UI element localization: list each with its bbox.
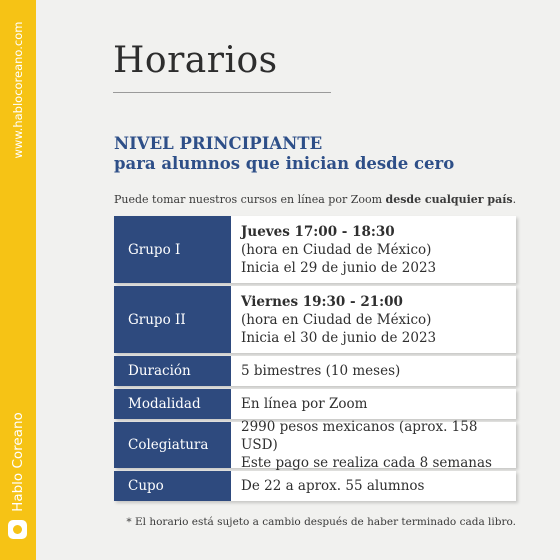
level-audience: para alumnos que inician desde cero (114, 154, 455, 173)
schedule-table (114, 216, 516, 504)
row-label: Modalidad (114, 389, 231, 419)
table-row (114, 216, 516, 283)
row-value (231, 419, 516, 471)
timezone-note: (hora en Ciudad de México) (241, 241, 432, 258)
row-value (231, 471, 516, 501)
intro-emphasis: desde cualquier país (385, 193, 513, 206)
payment-note: Este pago se realiza cada 8 semanas (241, 455, 492, 471)
row-value (231, 389, 516, 419)
table-row (114, 389, 516, 419)
brand-name: Hablo Coreano (10, 412, 26, 512)
intro-lead: Puede tomar nuestros cursos en línea por Zoom (114, 193, 386, 206)
timezone-note: (hora en Ciudad de México) (241, 311, 432, 328)
page-title: Horarios (113, 40, 278, 81)
capacity-value: De 22 a aprox. 55 alumnos (241, 478, 425, 494)
modality-value: En línea por Zoom (241, 396, 368, 412)
brand-logo-icon (8, 520, 27, 539)
row-label: Colegiatura (114, 422, 231, 468)
start-date: Inicia el 30 de junio de 2023 (241, 329, 437, 346)
table-row (114, 471, 516, 501)
row-label: Grupo II (114, 286, 231, 353)
row-label: Cupo (114, 471, 231, 501)
title-divider (113, 92, 331, 93)
row-value (231, 216, 516, 283)
level-name: NIVEL PRINCIPIANTE (114, 134, 323, 153)
row-label: Grupo I (114, 216, 231, 283)
footnote: * El horario está sujeto a cambio después de haber terminado cada libro. (126, 516, 516, 528)
tuition-value: 2990 pesos mexicanos (aprox. 158 USD) (241, 419, 478, 453)
row-value (231, 286, 516, 353)
schedule-time: Jueves 17:00 - 18:30 (241, 223, 395, 240)
start-date: Inicia el 29 de junio de 2023 (241, 259, 437, 276)
row-label: Duración (114, 356, 231, 386)
intro-text (114, 193, 516, 206)
intro-end: . (512, 193, 517, 206)
row-value (231, 356, 516, 386)
table-row (114, 286, 516, 353)
duration-value: 5 bimestres (10 meses) (241, 363, 401, 379)
website-url: www.hablocoreano.com (11, 21, 25, 159)
schedule-time: Viernes 19:30 - 21:00 (241, 293, 403, 310)
table-row (114, 356, 516, 386)
table-row (114, 419, 516, 471)
